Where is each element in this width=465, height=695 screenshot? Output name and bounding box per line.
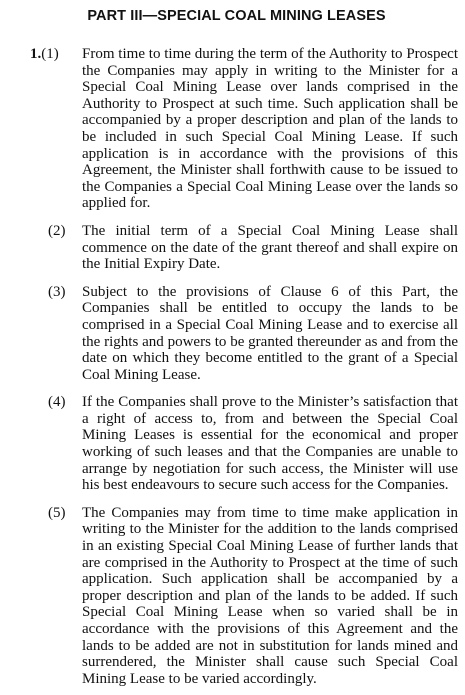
subclause-number: (5): [48, 504, 66, 521]
subclause-number: (4): [48, 394, 66, 411]
clause-text: Subject to the provisions of Clause 6 of this Part, the Companies shall be entitled to occupy the lands to be comprised in a Special Coal Mining Lease and to exercise all the rights and powers to be granted thereunder as and from the date on which they become entitled to the grant of a Special Coal Mining Lease.: [82, 283, 458, 383]
clause-1-1: [0, 46, 465, 212]
part-heading: PART III—SPECIAL COAL MINING LEASES: [87, 8, 386, 24]
clause-1-2: [0, 223, 465, 273]
clause-text: From time to time during the term of the Authority to Prospect the Companies may apply in writing to the Minister for a Special Coal Mining Lease over lands comprised in the Authority to Prospect at such time. Such application shall be accompanied by a proper description and plan of the lands to be included in such Special Coal Mining Lease. If such application is in accordance with the provisions of this Agreement, the Minister shall forthwith cause to be issued to the Companies a Special Coal Mining Lease over the lands so applied for.: [82, 46, 458, 212]
subclause-number: (1): [41, 46, 59, 62]
clause-text: If the Companies shall prove to the Minister’s satisfaction that a right of access to, from and between the Special Coal Mining Leases is essential for the economical and proper working of such leases and that the Companies are unable to arrange by negotiation for such access, the Minister will use his best endeavours to secure such access for the Companies.: [82, 394, 458, 494]
clause-text: The initial term of a Special Coal Mining Lease shall commence on the date of the grant thereof and shall expire on the Initial Expiry Date.: [82, 222, 458, 273]
clause-1-5: [0, 505, 465, 688]
clause-1-4: [0, 394, 465, 494]
clause-number: [30, 46, 59, 63]
clause-1-3: [0, 284, 465, 384]
clause-main-number: 1.: [30, 46, 42, 62]
subclause-number: (2): [48, 222, 66, 239]
clause-text: The Companies may from time to time make application in writing to the Minister for the addition to the lands comprised in an existing Special Coal Mining Lease of further lands that are comprised in the Authority to Prospect at the time of such application. Such application shall be accompanied by a proper description and plan of the lands to be added. If such Special Coal Mining Lease when so varied shall be in accordance with the provisions of this Agreement and the lands to be added are not in substitution for lands mined and surrendered, the Minister shall cause such Special Coal Mining Lease to be varied accordingly.: [82, 504, 458, 687]
subclause-number: (3): [48, 283, 66, 300]
